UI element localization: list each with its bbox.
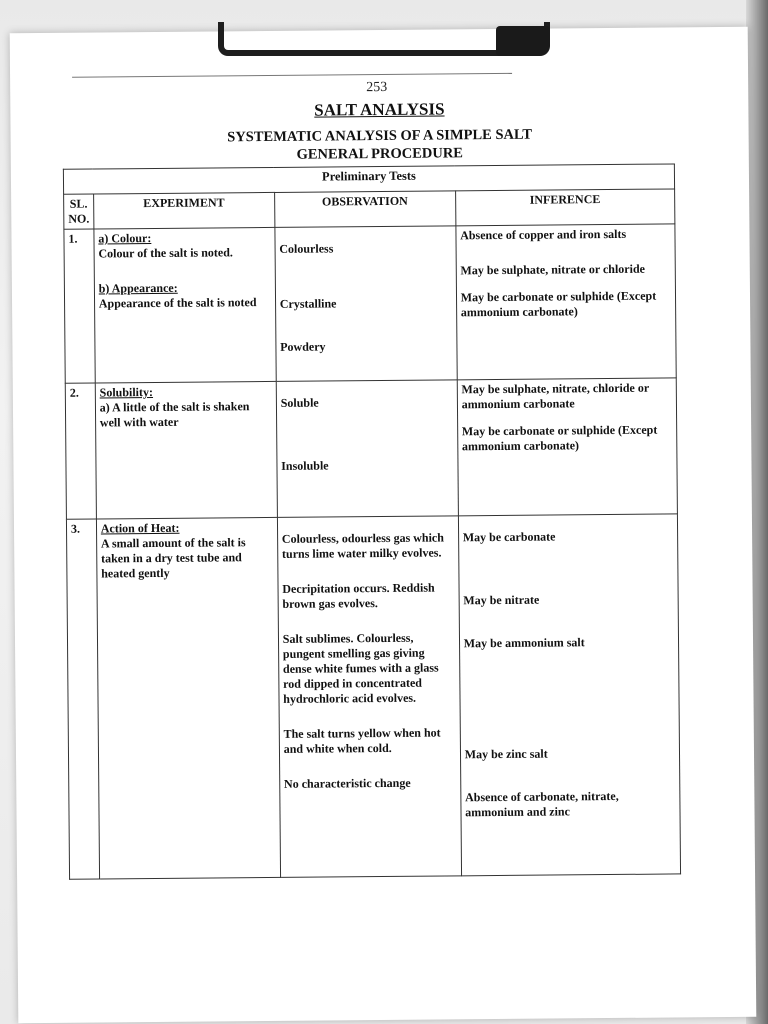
experiment-title-appearance: b) Appearance: <box>98 280 178 296</box>
observation-powdery: Powdery <box>280 339 326 354</box>
row-1-number: 1. <box>64 229 95 383</box>
observation-colourless: Colourless <box>279 241 334 256</box>
observation-no-change: No characteristic change <box>283 775 411 791</box>
preliminary-tests-table <box>63 163 681 879</box>
page-title: SALT ANALYSIS <box>314 99 445 120</box>
row-2-observation <box>276 380 458 518</box>
header-experiment: EXPERIMENT <box>93 192 274 229</box>
inference-absence: Absence of carbonate, nitrate, ammonium and zinc <box>465 788 619 820</box>
row-2-number: 2. <box>65 383 96 519</box>
experiment-text-colour: Colour of the salt is noted. <box>98 245 233 261</box>
observation-decripitation: Decripitation occurs. Reddish brown gas evolves. <box>282 580 435 611</box>
page-number: 253 <box>366 79 388 96</box>
inference-powdery: May be carbonate or sulphide (Except ammonium carbonate) <box>460 288 657 320</box>
top-rule <box>72 73 512 78</box>
experiment-title-action-of-heat: Action of Heat: <box>100 520 180 536</box>
subtitle-systematic-analysis: SYSTEMATIC ANALYSIS OF A SIMPLE SALT <box>227 126 533 146</box>
observation-insoluble: Insoluble <box>281 458 329 473</box>
inference-colourless: Absence of copper and iron salts <box>460 226 627 243</box>
experiment-title-solubility: Solubility: <box>99 385 154 400</box>
observation-sublimes: Salt sublimes. Colourless, pungent smelling gas giving dense white fumes with a glass rod dipped in concentrated hydrochloric acid evolves. <box>282 630 439 706</box>
table-row-solubility <box>65 378 677 519</box>
header-inference: INFERENCE <box>455 189 675 226</box>
inference-carbonate: May be carbonate <box>462 529 556 545</box>
table-caption: Preliminary Tests <box>63 164 674 194</box>
document-page <box>10 27 757 1023</box>
row-1-experiment <box>94 227 276 383</box>
experiment-title-colour: a) Colour: <box>98 231 152 246</box>
subtitle-general-procedure: GENERAL PROCEDURE <box>296 145 464 163</box>
observation-soluble: Soluble <box>280 395 319 410</box>
clipboard-clip-knob <box>496 26 550 56</box>
table-row-action-of-heat <box>66 514 680 879</box>
inference-soluble: May be sulphate, nitrate, chloride or ammonium carbonate <box>461 380 650 412</box>
inference-nitrate: May be nitrate <box>463 592 540 608</box>
experiment-text-action-of-heat: A small amount of the salt is taken in a dry test tube and heated gently <box>100 535 246 581</box>
row-2-inference <box>457 378 677 516</box>
inference-ammonium-salt: May be ammonium salt <box>463 635 585 651</box>
inference-crystalline: May be sulphate, nitrate or chloride <box>460 261 645 278</box>
observation-lime-water: Colourless, odourless gas which turns lime water milky evolves. <box>281 530 444 561</box>
row-3-inference <box>458 514 680 876</box>
inference-insoluble: May be carbonate or sulphide (Except ammonium carbonate) <box>461 422 658 454</box>
row-3-observation <box>277 516 461 878</box>
row-3-experiment <box>96 517 280 879</box>
row-2-experiment <box>95 381 277 519</box>
table-row-colour-appearance <box>64 224 676 383</box>
table-header-row <box>64 189 675 229</box>
row-1-observation <box>275 226 457 382</box>
row-1-inference <box>456 224 677 380</box>
experiment-text-appearance: Appearance of the salt is noted <box>98 295 257 311</box>
experiment-text-solubility: a) A little of the salt is shaken well with water <box>99 399 250 430</box>
inference-zinc-salt: May be zinc salt <box>464 746 548 762</box>
row-3-number: 3. <box>66 519 99 879</box>
observation-yellow-hot: The salt turns yellow when hot and white when cold. <box>283 725 441 756</box>
header-observation: OBSERVATION <box>274 191 455 228</box>
observation-crystalline: Crystalline <box>279 296 337 311</box>
header-sl-no: SL. NO. <box>64 194 94 229</box>
